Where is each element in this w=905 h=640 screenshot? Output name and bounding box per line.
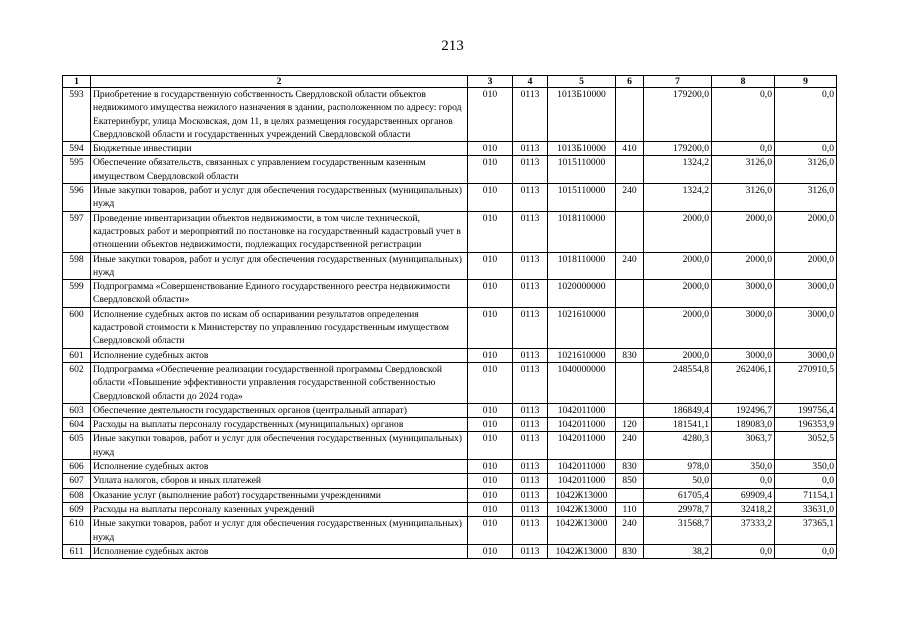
section-code: 0113 (513, 502, 548, 516)
amount-year-2: 3000,0 (712, 307, 775, 348)
expense-type-code (616, 307, 644, 348)
amount-year-2: 0,0 (712, 544, 775, 558)
amount-year-2: 3126,0 (712, 184, 775, 212)
table-row (63, 156, 837, 184)
admin-code: 010 (468, 307, 513, 348)
section-code: 0113 (513, 252, 548, 280)
column-header: 8 (712, 76, 775, 88)
table-body (63, 88, 837, 559)
column-header: 2 (91, 76, 468, 88)
section-code: 0113 (513, 362, 548, 403)
row-number: 596 (63, 184, 91, 212)
section-code: 0113 (513, 88, 548, 142)
row-number: 593 (63, 88, 91, 142)
expense-type-code: 240 (616, 252, 644, 280)
expense-type-code: 830 (616, 348, 644, 362)
expense-type-code (616, 362, 644, 403)
target-article-code: 1021610000 (548, 307, 616, 348)
amount-year-3: 0,0 (775, 474, 837, 488)
expense-type-code (616, 403, 644, 417)
section-code: 0113 (513, 544, 548, 558)
amount-year-3: 2000,0 (775, 211, 837, 252)
amount-year-2: 37333,2 (712, 517, 775, 545)
row-number: 611 (63, 544, 91, 558)
target-article-code: 1042011000 (548, 418, 616, 432)
amount-year-2: 0,0 (712, 142, 775, 156)
row-number: 609 (63, 502, 91, 516)
row-name: Исполнение судебных актов (91, 460, 468, 474)
amount-year-1: 4280,3 (644, 432, 712, 460)
admin-code: 010 (468, 252, 513, 280)
admin-code: 010 (468, 142, 513, 156)
amount-year-1: 2000,0 (644, 280, 712, 308)
section-code: 0113 (513, 184, 548, 212)
row-number: 603 (63, 403, 91, 417)
target-article-code: 1015110000 (548, 156, 616, 184)
amount-year-1: 50,0 (644, 474, 712, 488)
admin-code: 010 (468, 474, 513, 488)
table-row (63, 362, 837, 403)
amount-year-2: 0,0 (712, 474, 775, 488)
expense-type-code (616, 88, 644, 142)
table-row (63, 348, 837, 362)
amount-year-3: 350,0 (775, 460, 837, 474)
section-code: 0113 (513, 142, 548, 156)
amount-year-3: 3126,0 (775, 184, 837, 212)
section-code: 0113 (513, 403, 548, 417)
row-number: 607 (63, 474, 91, 488)
row-number: 610 (63, 517, 91, 545)
row-name: Исполнение судебных актов (91, 348, 468, 362)
amount-year-1: 2000,0 (644, 307, 712, 348)
amount-year-1: 61705,4 (644, 488, 712, 502)
admin-code: 010 (468, 211, 513, 252)
amount-year-3: 270910,5 (775, 362, 837, 403)
row-name: Обеспечение обязательств, связанных с управлением государственным казенным имуществом Свердловской области (91, 156, 468, 184)
amount-year-3: 196353,9 (775, 418, 837, 432)
table-header-row (63, 76, 837, 88)
amount-year-1: 179200,0 (644, 88, 712, 142)
section-code: 0113 (513, 517, 548, 545)
target-article-code: 1042Ж13000 (548, 517, 616, 545)
section-code: 0113 (513, 307, 548, 348)
row-number: 600 (63, 307, 91, 348)
table-row (63, 544, 837, 558)
row-name: Расходы на выплаты персоналу казенных учреждений (91, 502, 468, 516)
admin-code: 010 (468, 432, 513, 460)
column-header: 1 (63, 76, 91, 88)
row-name: Уплата налогов, сборов и иных платежей (91, 474, 468, 488)
expense-type-code: 410 (616, 142, 644, 156)
table-row (63, 307, 837, 348)
row-number: 608 (63, 488, 91, 502)
target-article-code: 1013Б10000 (548, 142, 616, 156)
amount-year-2: 69909,4 (712, 488, 775, 502)
table-row (63, 252, 837, 280)
admin-code: 010 (468, 403, 513, 417)
amount-year-2: 350,0 (712, 460, 775, 474)
row-number: 601 (63, 348, 91, 362)
amount-year-3: 3052,5 (775, 432, 837, 460)
row-number: 594 (63, 142, 91, 156)
row-name: Исполнение судебных актов по искам об оспаривании результатов определения кадастровой стоимости к Министерству по управлению государственным имуществом Свердловской области (91, 307, 468, 348)
row-number: 606 (63, 460, 91, 474)
expense-type-code (616, 156, 644, 184)
amount-year-3: 71154,1 (775, 488, 837, 502)
amount-year-1: 1324,2 (644, 184, 712, 212)
table-row (63, 142, 837, 156)
amount-year-2: 3000,0 (712, 280, 775, 308)
target-article-code: 1042Ж13000 (548, 544, 616, 558)
admin-code: 010 (468, 517, 513, 545)
column-header: 6 (616, 76, 644, 88)
row-name: Обеспечение деятельности государственных органов (центральный аппарат) (91, 403, 468, 417)
expense-type-code: 240 (616, 517, 644, 545)
amount-year-3: 0,0 (775, 88, 837, 142)
row-name: Проведение инвентаризации объектов недвижимости, в том числе технической, кадастровых работ и мероприятий по постановке на государственный кадастровый учет в отношении объектов недвижимости, подлежащих государственной регистрации (91, 211, 468, 252)
expense-type-code: 830 (616, 544, 644, 558)
admin-code: 010 (468, 348, 513, 362)
section-code: 0113 (513, 488, 548, 502)
expense-type-code: 240 (616, 432, 644, 460)
target-article-code: 1042011000 (548, 432, 616, 460)
row-number: 602 (63, 362, 91, 403)
section-code: 0113 (513, 432, 548, 460)
amount-year-1: 248554,8 (644, 362, 712, 403)
table-row (63, 88, 837, 142)
target-article-code: 1021610000 (548, 348, 616, 362)
table-row (63, 432, 837, 460)
table-row (63, 403, 837, 417)
row-name: Подпрограмма «Совершенствование Единого государственного реестра недвижимости Свердловской области» (91, 280, 468, 308)
amount-year-1: 186849,4 (644, 403, 712, 417)
table-row (63, 184, 837, 212)
amount-year-1: 179200,0 (644, 142, 712, 156)
target-article-code: 1042011000 (548, 474, 616, 488)
expense-type-code: 110 (616, 502, 644, 516)
admin-code: 010 (468, 488, 513, 502)
row-name: Исполнение судебных актов (91, 544, 468, 558)
amount-year-3: 199756,4 (775, 403, 837, 417)
column-header: 9 (775, 76, 837, 88)
row-name: Приобретение в государственную собственность Свердловской области объектов недвижимого имущества нежилого назначения в здании, расположенном по адресу: город Екатеринбург, улица Московская, дом 11, в целях размещения государственных органов Свердловской области и государственных учреждений Свердловской области (91, 88, 468, 142)
target-article-code: 1015110000 (548, 184, 616, 212)
section-code: 0113 (513, 460, 548, 474)
amount-year-2: 3063,7 (712, 432, 775, 460)
amount-year-3: 37365,1 (775, 517, 837, 545)
table-row (63, 474, 837, 488)
amount-year-1: 1324,2 (644, 156, 712, 184)
admin-code: 010 (468, 184, 513, 212)
target-article-code: 1040000000 (548, 362, 616, 403)
amount-year-2: 0,0 (712, 88, 775, 142)
row-name: Иные закупки товаров, работ и услуг для обеспечения государственных (муниципальных) нужд (91, 184, 468, 212)
row-name: Иные закупки товаров, работ и услуг для обеспечения государственных (муниципальных) нужд (91, 252, 468, 280)
target-article-code: 1042Ж13000 (548, 502, 616, 516)
amount-year-1: 31568,7 (644, 517, 712, 545)
amount-year-1: 29978,7 (644, 502, 712, 516)
target-article-code: 1042Ж13000 (548, 488, 616, 502)
budget-table (62, 75, 837, 559)
row-number: 598 (63, 252, 91, 280)
amount-year-2: 192496,7 (712, 403, 775, 417)
row-number: 604 (63, 418, 91, 432)
amount-year-2: 189083,0 (712, 418, 775, 432)
target-article-code: 1013Б10000 (548, 88, 616, 142)
row-number: 595 (63, 156, 91, 184)
section-code: 0113 (513, 348, 548, 362)
amount-year-3: 33631,0 (775, 502, 837, 516)
admin-code: 010 (468, 88, 513, 142)
admin-code: 010 (468, 418, 513, 432)
amount-year-2: 3000,0 (712, 348, 775, 362)
section-code: 0113 (513, 211, 548, 252)
target-article-code: 1018110000 (548, 211, 616, 252)
table-row (63, 488, 837, 502)
row-name: Оказание услуг (выполнение работ) государственными учреждениями (91, 488, 468, 502)
amount-year-1: 181541,1 (644, 418, 712, 432)
section-code: 0113 (513, 474, 548, 488)
amount-year-3: 0,0 (775, 544, 837, 558)
expense-type-code (616, 211, 644, 252)
table-row (63, 460, 837, 474)
admin-code: 010 (468, 544, 513, 558)
amount-year-2: 2000,0 (712, 252, 775, 280)
admin-code: 010 (468, 502, 513, 516)
target-article-code: 1020000000 (548, 280, 616, 308)
row-number: 605 (63, 432, 91, 460)
amount-year-1: 2000,0 (644, 211, 712, 252)
amount-year-3: 3000,0 (775, 307, 837, 348)
expense-type-code: 830 (616, 460, 644, 474)
target-article-code: 1018110000 (548, 252, 616, 280)
amount-year-1: 2000,0 (644, 348, 712, 362)
table-row (63, 280, 837, 308)
target-article-code: 1042011000 (548, 403, 616, 417)
column-header: 3 (468, 76, 513, 88)
amount-year-3: 3000,0 (775, 348, 837, 362)
row-name: Подпрограмма «Обеспечение реализации государственной программы Свердловской области «Повышение эффективности управления государственной собственностью Свердловской области до 2024 года» (91, 362, 468, 403)
section-code: 0113 (513, 418, 548, 432)
amount-year-3: 3126,0 (775, 156, 837, 184)
admin-code: 010 (468, 460, 513, 474)
admin-code: 010 (468, 362, 513, 403)
amount-year-2: 32418,2 (712, 502, 775, 516)
column-header: 7 (644, 76, 712, 88)
amount-year-1: 38,2 (644, 544, 712, 558)
amount-year-3: 3000,0 (775, 280, 837, 308)
amount-year-2: 262406,1 (712, 362, 775, 403)
expense-type-code: 850 (616, 474, 644, 488)
expense-type-code (616, 280, 644, 308)
row-name: Бюджетные инвестиции (91, 142, 468, 156)
amount-year-1: 2000,0 (644, 252, 712, 280)
expense-type-code (616, 488, 644, 502)
admin-code: 010 (468, 156, 513, 184)
target-article-code: 1042011000 (548, 460, 616, 474)
column-header: 5 (548, 76, 616, 88)
row-number: 597 (63, 211, 91, 252)
amount-year-1: 978,0 (644, 460, 712, 474)
section-code: 0113 (513, 280, 548, 308)
section-code: 0113 (513, 156, 548, 184)
expense-type-code: 240 (616, 184, 644, 212)
row-name: Расходы на выплаты персоналу государственных (муниципальных) органов (91, 418, 468, 432)
expense-type-code: 120 (616, 418, 644, 432)
row-name: Иные закупки товаров, работ и услуг для обеспечения государственных (муниципальных) нужд (91, 517, 468, 545)
amount-year-2: 3126,0 (712, 156, 775, 184)
row-number: 599 (63, 280, 91, 308)
table-row (63, 418, 837, 432)
column-header: 4 (513, 76, 548, 88)
table-row (63, 517, 837, 545)
page-number: 213 (441, 38, 464, 54)
amount-year-2: 2000,0 (712, 211, 775, 252)
table-row (63, 502, 837, 516)
amount-year-3: 2000,0 (775, 252, 837, 280)
amount-year-3: 0,0 (775, 142, 837, 156)
admin-code: 010 (468, 280, 513, 308)
table-row (63, 211, 837, 252)
row-name: Иные закупки товаров, работ и услуг для обеспечения государственных (муниципальных) нужд (91, 432, 468, 460)
